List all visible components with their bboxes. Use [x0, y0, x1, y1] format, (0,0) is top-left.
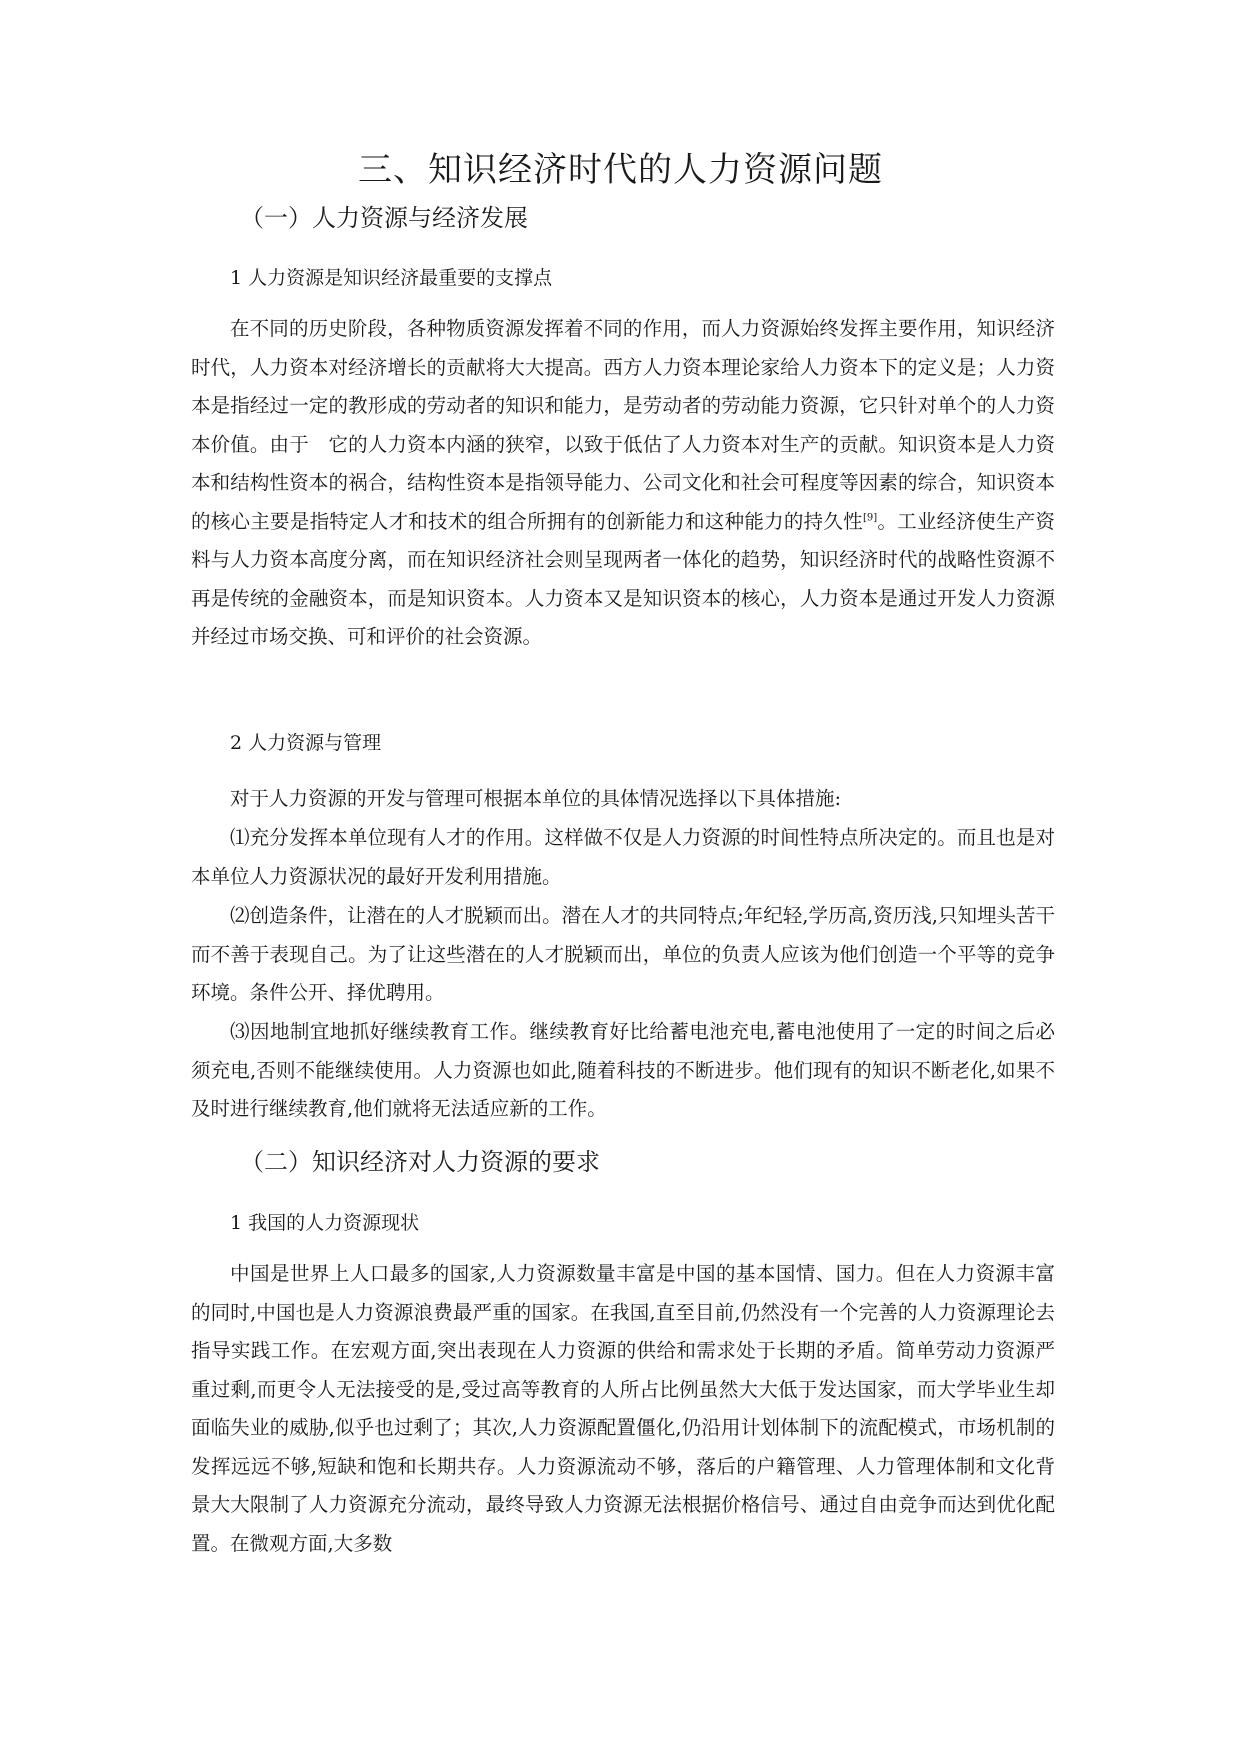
- section-heading-2: （二）知识经济对人力资源的要求: [240, 1148, 600, 1176]
- paragraph-text: 在不同的历史阶段，各种物质资源发挥着不同的作用，而人力资源始终发挥主要作用，知识经济时代，人力资本对经济增长的贡献将大大提高。西方人力资本理论家给人力资本下的定义是；人力资本是指经过一定的教形成的劳动者的知识和能力，是劳动者的劳动能力资源，它只针对单个的人力资本价值。由于 它的人力资本内涵的狭窄，以致于低估了人力资本对生产的贡献。知识资本是人力资本和结构性资本的祸合，结构性资本是指领导能力、公司文化和社会可程度等因素的综合，知识资本的核心主要是指特定人才和技术的组合所拥有的创新能力和这种能力的持久性: [191, 317, 1055, 533]
- paragraph-measures-intro: 对于人力资源的开发与管理可根据本单位的具体情况选择以下具体措施:: [230, 787, 842, 810]
- subsection-heading-1-2: 2 人力资源与管理: [230, 732, 382, 754]
- citation-ref: [9]: [862, 512, 878, 523]
- section-heading-1: （一）人力资源与经济发展: [240, 204, 528, 232]
- subsection-heading-1-1: 1 人力资源是知识经济最重要的支撑点: [230, 267, 553, 289]
- chapter-title: 三、知识经济时代的人力资源问题: [358, 150, 883, 190]
- paragraph-human-capital: [191, 310, 1055, 657]
- paragraph-china-status: 中国是世界上人口最多的国家,人力资源数量丰富是中国的基本国情、国力。但在人力资源丰富的同时,中国也是人力资源浪费最严重的国家。在我国,直至目前,仍然没有一个完善的人力资源理论去指导实践工作。在宏观方面,突出表现在人力资源的供给和需求处于长期的矛盾。简单劳动力资源严重过剩,而更令人无法接受的是,受过高等教育的人所占比例虽然大大低于发达国家，而大学毕业生却面临失业的威胁,似乎也过剩了；其次,人力资源配置僵化,仍沿用计划体制下的流配模式，市场机制的发挥远远不够,短缺和饱和长期共存。人力资源流动不够，落后的户籍管理、人力管理体制和文化背景大大限制了人力资源充分流动，最终导致人力资源无法根据价格信号、通过自由竞争而达到优化配置。在微观方面,大多数: [191, 1262, 1055, 1555]
- subsection-heading-2-1: 1 我国的人力资源现状: [230, 1212, 420, 1234]
- paragraph-measure-3: ⑶因地制宜地抓好继续教育工作。继续教育好比给蓄电池充电,蓄电池使用了一定的时间之后必须充电,否则不能继续使用。人力资源也如此,随着科技的不断进步。他们现有的知识不断老化,如果不及时进行继续教育,他们就将无法适应新的工作。: [191, 1020, 1055, 1120]
- paragraph-text: 。工业经济使生产资料与人力资本高度分离，而在知识经济社会则呈现两者一体化的趋势，知识经济时代的战略性资源不再是传统的金融资本，而是知识资本。人力资本又是知识资本的核心，人力资本是通过开发人力资源并经过市场交换、可和评价的社会资源。: [191, 509, 1055, 648]
- paragraph-measure-1: ⑴充分发挥本单位现有人才的作用。这样做不仅是人力资源的时间性特点所决定的。而且也是对本单位人力资源状况的最好开发利用措施。: [191, 826, 1055, 888]
- paragraph-measure-2: ⑵创造条件，让潜在的人才脱颖而出。潜在人才的共同特点;年纪轻,学历高,资历浅,只知埋头苦干而不善于表现自己。为了让这些潜在的人才脱颖而出，单位的负责人应该为他们创造一个平等的竞争环境。条件公开、择优聘用。: [191, 904, 1055, 1004]
